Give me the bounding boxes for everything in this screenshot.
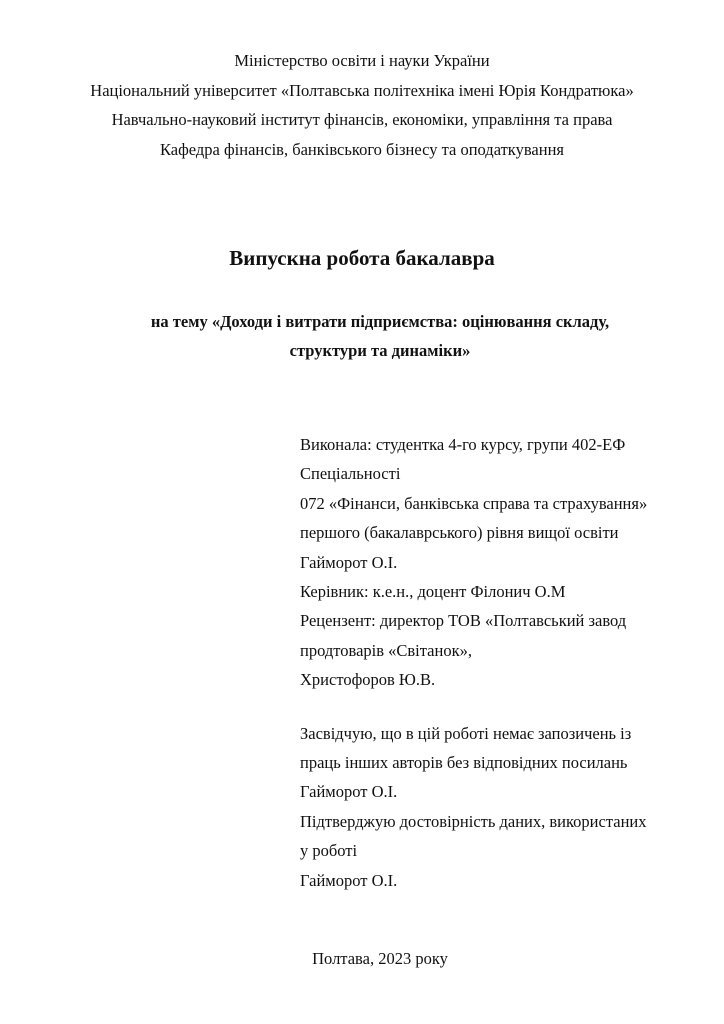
info-line: Виконала: студентка 4-го курсу, групи 402-ЕФ	[300, 435, 626, 454]
document-title: Випускна робота бакалавра	[229, 246, 495, 270]
declaration-line: у роботі	[300, 841, 358, 861]
info-line: Керівник: к.е.н., доцент Філонич О.М	[300, 582, 566, 602]
info-line: Гайморот О.І.	[300, 552, 398, 572]
info-line: Христофоров Ю.В.	[300, 670, 436, 690]
info-line: 072 «Фінанси, банківська справа та страхування»	[300, 493, 648, 513]
institution-header	[0, 46, 724, 164]
info-line: першого (бакалаврського) рівня вищої освіти	[300, 523, 619, 543]
declaration-line: праць інших авторів без відповідних посилань	[300, 753, 628, 773]
topic-line: структури та динаміки»	[289, 341, 471, 360]
declaration-line: Гайморот О.І.	[300, 870, 398, 890]
topic-line: на тему «Доходи і витрати підприємства: оцінювання складу,	[150, 312, 610, 331]
declaration-line: Підтверджую достовірність даних, використаних	[300, 811, 647, 831]
author-info-block	[300, 430, 710, 895]
department-name: Кафедра фінансів, банківського бізнесу та оподаткування	[159, 139, 564, 159]
institute-name: Навчально-науковий інститут фінансів, економіки, управління та права	[111, 110, 613, 129]
declaration-line: Засвідчую, що в цій роботі немає запозичень із	[300, 723, 632, 743]
city-year: Полтава, 2023 року	[312, 949, 448, 968]
info-line: Спеціальності	[300, 464, 401, 484]
declaration-line: Гайморот О.І.	[300, 782, 398, 802]
info-line: продтоварів «Світанок»,	[300, 640, 472, 660]
university-name: Національний університет «Полтавська політехніка імені Юрія Кондратюка»	[90, 80, 634, 100]
info-line: Рецензент: директор ТОВ «Полтавський завод	[300, 611, 627, 631]
thesis-topic	[0, 307, 724, 365]
spacer	[300, 695, 710, 719]
ministry-name: Міністерство освіти і науки України	[234, 51, 490, 70]
